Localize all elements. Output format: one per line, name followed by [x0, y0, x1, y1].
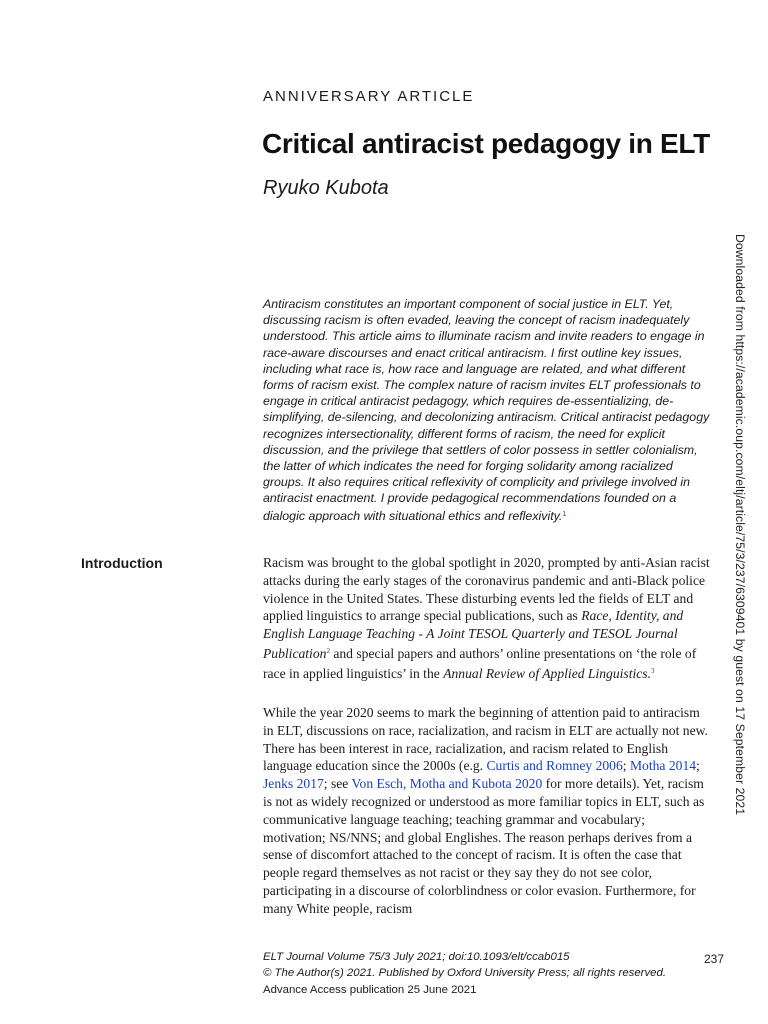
citation-link[interactable]: Von Esch, Motha and Kubota 2020 [351, 776, 543, 792]
paragraph-text: and special papers and authors’ online presentations on ‘the role of race in applied linguistics’ in the [263, 645, 697, 681]
citation-link[interactable]: Jenks 2017 [263, 776, 324, 792]
section-label: ANNIVERSARY ARTICLE [263, 88, 475, 105]
journal-title: Annual Review of Applied Linguistics. [443, 665, 651, 681]
abstract-text: Antiracism constitutes an important component of social justice in ELT. Yet, discussing racism is often evaded, leaving the concept of racism inadequately understood. This article aims to illuminate racism and invite readers to engage in race-aware discourses and enact critical antiracism. I first outline key issues, including what race is, how race and language are related, and what different forms of racism exist. The complex nature of racism invites ELT professionals to engage in critical antiracist pedagogy, which requires de-essentializing, de-simplifying, de-silencing, and decolonizing antiracism. Critical antiracist pedagogy recognizes intersectionality, different forms of racism, the need for explicit discussion, and the privilege that settlers of color possess in settler colonialism, the latter of which indicates the need for forging solidarity among racialized groups. It also requires critical reflexivity of complicity and privilege involved in antiracist enactment. I provide pedagogical recommendations founded on a dialogic approach with situational ethics and reflexivity. [263, 297, 710, 523]
footnote-1-link[interactable]: 1 [562, 510, 567, 518]
article-title: Critical antiracist pedagogy in ELT [262, 128, 710, 159]
abstract [263, 296, 713, 524]
citation-separator: ; [622, 758, 630, 774]
journal-citation: ELT Journal Volume 75/3 July 2021; doi:10.1093/elt/ccab015 [263, 951, 570, 963]
page-number: 237 [704, 952, 725, 966]
citation-link[interactable]: Curtis and Romney 2006 [486, 758, 623, 774]
footnote-2-link[interactable]: 2 [326, 646, 330, 655]
publication-title: Race, Identity, and English Language Teaching - A Joint TESOL Quarterly and TESOL Journal Publication [263, 608, 684, 661]
introduction-paragraph-2 [263, 704, 711, 918]
citation-link[interactable]: Motha 2014 [629, 758, 697, 774]
introduction-heading: Introduction [81, 555, 163, 571]
author-name: Ryuko Kubota [263, 177, 389, 199]
copyright-notice: © The Author(s) 2021. Published by Oxford University Press; all rights reserved. [263, 967, 667, 979]
download-watermark: Downloaded from https://academic.oup.com/eltj/article/75/3/237/6309401 by guest on 17 September 2021 [733, 234, 747, 816]
paragraph-text: While the year 2020 seems to mark the beginning of attention paid to antiracism in ELT, discussions on race, racialization, and racism in ELT are actually not new. There has been interest in race, racialization, and racism related to English language education since the 2000s (e.g. [263, 705, 708, 774]
advance-access-notice: Advance Access publication 25 June 2021 [263, 984, 477, 996]
footnote-3-link[interactable]: 3 [651, 666, 655, 675]
introduction-paragraph-1 [263, 554, 711, 683]
citation-separator: ; [696, 758, 700, 774]
paragraph-text: for more details). Yet, racism is not as widely recognized or understood as more familiar topics in ELT, such as communicative language teaching; teaching grammar and vocabulary; motivation; NS/NNS; and global Englishes. The reason perhaps derives from a sense of discomfort attached to the concept of racism. It is often the case that people regard themselves as not racist or they say they do not see color, participating in a discourse of colorblindness or color evasion. Furthermore, for many White people, racism [263, 776, 705, 916]
paragraph-text: Racism was brought to the global spotlight in 2020, prompted by anti-Asian racist attacks during the early stages of the coronavirus pandemic and anti-Black police violence in the United States. These disturbing events led the fields of ELT and applied linguistics to arrange special publications, such as [263, 555, 710, 624]
citation-separator: ; see [323, 776, 352, 792]
